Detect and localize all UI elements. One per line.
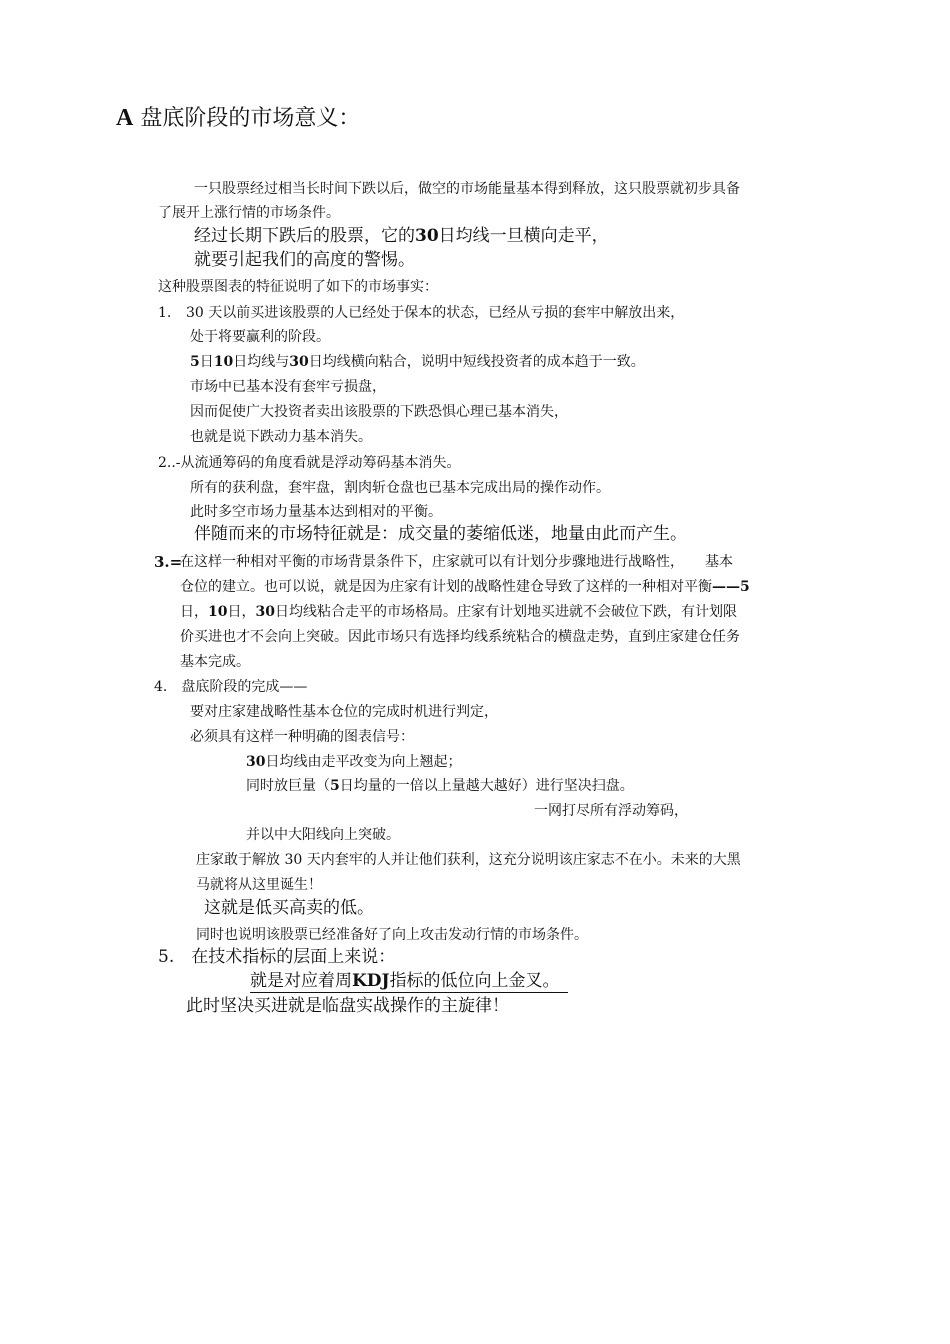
item-1-line-1: 30 天以前买进该股票的人已经处于保本的状态，已经从亏损的套牢中解放出来， (186, 305, 685, 321)
para-4: 这种股票图表的特征说明了如下的市场事实： (158, 279, 438, 295)
item-3-l3-a: 日， (180, 604, 208, 620)
item-1-l3-d: 日均线与 (233, 354, 290, 370)
item-3-l3-b: 10 (208, 604, 228, 620)
item-4-l5-c: 日均量的一倍以上量越大越好）进行坚决扫盘。 (339, 778, 634, 794)
item-4-l4-a: 30 (246, 754, 266, 770)
item-3-line-2 (180, 578, 750, 596)
item-4-line-4 (246, 753, 461, 771)
para-1-line-1: 一只股票经过相当长时间下跌以后，做空的市场能量基本得到释放，这只股票就初步具备 (194, 181, 740, 197)
item-3-line-3 (180, 603, 737, 621)
item-4-line-9: 马就将从这里诞生！ (196, 877, 322, 893)
para-2-b: 30 (415, 226, 439, 246)
para-3: 就要引起我们的高度的警惕。 (194, 250, 415, 270)
item-3-line-1: 在这样一种相对平衡的市场背景条件下，庄家就可以有计划分步骤地进行战略性， 基本 (180, 554, 733, 570)
item-4-line-5 (246, 777, 634, 795)
item-1-line-4: 市场中已基本没有套牢亏损盘， (190, 379, 386, 395)
item-4-line-10: 这就是低买高卖的低。 (204, 898, 374, 918)
item-4-line-11: 同时也说明该股票已经准备好了向上攻击发动行情的市场条件。 (196, 927, 588, 943)
page-title (116, 103, 360, 134)
item-3-number: 3.= (154, 553, 183, 571)
item-4-line-2: 要对庄家建战略性基本仓位的完成时机进行判定， (190, 704, 498, 720)
item-1-line-2: 处于将要赢利的阶段。 (190, 329, 330, 345)
item-3-l2-b: ——5 (712, 579, 750, 595)
item-1-l3-a: 5 (190, 354, 200, 370)
item-1-l3-c: 10 (213, 354, 234, 370)
item-5-l2-c: 指标的低位向上金叉。 (389, 971, 552, 991)
title-text: 盘底阶段的市场意义： (140, 106, 361, 131)
item-3-l3-e: 日均线粘合走平的市场格局。庄家有计划地买进就不会破位下跌，有计划限 (274, 604, 737, 620)
item-3-line-4: 价买进也才不会向上突破。因此市场只有选择均线系统粘合的横盘走势，直到庄家建仓任务 (180, 629, 740, 645)
item-1-line-5: 因而促使广大投资者卖出该股票的下跌恐惧心理已基本消失， (190, 404, 568, 420)
para-2-a: 经过长期下跌后的股票，它的 (194, 226, 415, 246)
item-4-l5-b: 5 (330, 778, 340, 794)
item-4-l5-a: 同时放巨量（ (246, 778, 330, 794)
item-1-l3-b: 日 (199, 354, 214, 370)
item-4-l4-b: 日均线由走平改变为向上翘起； (265, 754, 462, 770)
item-2-line-1: 2..-从流通筹码的角度看就是浮动筹码基本消失。 (158, 455, 461, 471)
para-1-line-2: 了展开上涨行情的市场条件。 (158, 205, 340, 221)
item-2-line-3: 此时多空市场力量基本达到相对的平衡。 (190, 504, 442, 520)
item-1-l3-f: 日均线横向粘合，说明中短线投资者的成本趋于一致。 (308, 354, 645, 370)
item-5-line-1: 5. 在技术指标的层面上来说： (158, 947, 396, 967)
item-2-line-2: 所有的获利盘，套牢盘，割肉斩仓盘也已基本完成出局的操作动作。 (190, 480, 610, 496)
para-2-c: 日均线一旦横向走平， (438, 226, 609, 246)
item-4-line-7: 并以中大阳线向上突破。 (246, 827, 400, 843)
title-letter: A (116, 105, 134, 131)
item-3-l3-c: 日， (227, 604, 256, 620)
item-5-l2-b: KDJ (352, 971, 390, 991)
item-3-l2-a: 仓位的建立。也可以说，就是因为庄家有计划的战略性建仓导致了这样的一种相对平衡 (180, 579, 712, 595)
item-1-line-3 (190, 353, 645, 371)
item-3-line-5: 基本完成。 (180, 654, 250, 670)
para-2 (194, 225, 609, 247)
item-2-line-4: 伴随而来的市场特征就是：成交量的萎缩低迷，地量由此而产生。 (194, 524, 687, 544)
item-3-l3-d: 30 (255, 604, 275, 620)
item-1-number: 1. (158, 305, 172, 321)
item-5-underlined (250, 971, 568, 993)
item-4-line-1: 4. 盘底阶段的完成—— (154, 679, 308, 695)
item-4-line-3: 必须具有这样一种明确的图表信号： (190, 729, 414, 745)
item-5-line-2 (250, 970, 568, 992)
item-1-line-6: 也就是说下跌动力基本消失。 (190, 429, 372, 445)
item-4-line-6: 一网打尽所有浮动筹码， (534, 803, 688, 819)
item-1-l3-e: 30 (289, 354, 309, 370)
item-5-l2-a: 就是对应着周 (250, 971, 352, 991)
item-5-line-3: 此时坚决买进就是临盘实战操作的主旋律！ (186, 996, 509, 1016)
item-4-line-8: 庄家敢于解放 30 天内套牢的人并让他们获利，这充分说明该庄家志不在小。未来的大黑 (196, 852, 741, 868)
